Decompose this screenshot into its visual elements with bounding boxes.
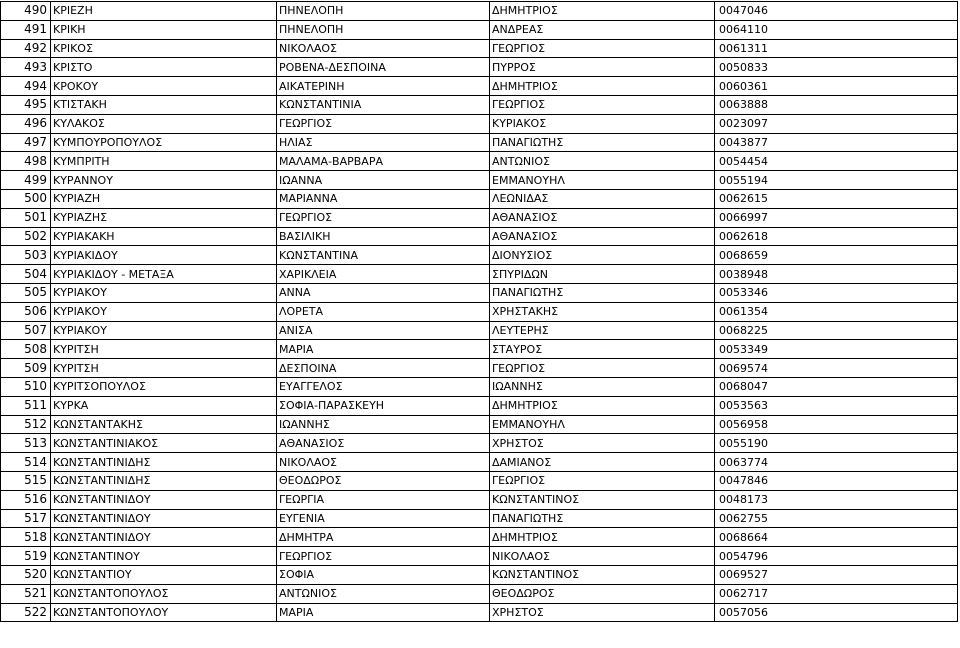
code-cell: 0061311 — [715, 39, 958, 58]
code-cell: 0054454 — [715, 152, 958, 171]
surname-cell: ΚΥΡΙΑΚΟΥ — [51, 302, 277, 321]
table-row — [1, 603, 958, 622]
father-name-cell: ΠΥΡΡΟΣ — [490, 58, 715, 77]
code-cell: 0068664 — [715, 528, 958, 547]
table-row — [1, 509, 958, 528]
table-row — [1, 453, 958, 472]
surname-cell: ΚΩΝΣΤΑΝΤΙΝΟΥ — [51, 547, 277, 566]
father-name-cell: ΕΜΜΑΝΟΥΗΛ — [490, 171, 715, 190]
code-cell: 0055194 — [715, 171, 958, 190]
father-name-cell: ΑΘΑΝΑΣΙΟΣ — [490, 208, 715, 227]
first-name-cell: ΚΩΝΣΤΑΝΤΙΝΑ — [277, 246, 490, 265]
row-number-cell: 507 — [1, 321, 51, 340]
table-row — [1, 114, 958, 133]
code-cell: 0062615 — [715, 189, 958, 208]
surname-cell: ΚΩΝΣΤΑΝΤΙΝΙΑΚΟΣ — [51, 434, 277, 453]
code-cell: 0069527 — [715, 565, 958, 584]
row-number-cell: 494 — [1, 77, 51, 96]
table-row — [1, 490, 958, 509]
father-name-cell: ΓΕΩΡΓΙΟΣ — [490, 95, 715, 114]
row-number-cell: 518 — [1, 528, 51, 547]
row-number-cell: 508 — [1, 340, 51, 359]
father-name-cell: ΘΕΟΔΩΡΟΣ — [490, 584, 715, 603]
surname-cell: ΚΥΜΠΟΥΡΟΠΟΥΛΟΣ — [51, 133, 277, 152]
row-number-cell: 519 — [1, 547, 51, 566]
table-row — [1, 321, 958, 340]
first-name-cell: ΝΙΚΟΛΑΟΣ — [277, 453, 490, 472]
table-row — [1, 565, 958, 584]
table-row — [1, 434, 958, 453]
surname-cell: ΚΩΝΣΤΑΝΤΑΚΗΣ — [51, 415, 277, 434]
code-cell: 0043877 — [715, 133, 958, 152]
row-number-cell: 520 — [1, 565, 51, 584]
table-row — [1, 283, 958, 302]
table-row — [1, 415, 958, 434]
table-row — [1, 584, 958, 603]
code-cell: 0023097 — [715, 114, 958, 133]
first-name-cell: ΙΩΑΝΝΗΣ — [277, 415, 490, 434]
surname-cell: ΚΥΡΙΑΖΗΣ — [51, 208, 277, 227]
row-number-cell: 514 — [1, 453, 51, 472]
table-row — [1, 208, 958, 227]
code-cell: 0055190 — [715, 434, 958, 453]
code-cell: 0063888 — [715, 95, 958, 114]
surname-cell: ΚΥΜΠΡΙΤΗ — [51, 152, 277, 171]
father-name-cell: ΔΗΜΗΤΡΙΟΣ — [490, 77, 715, 96]
code-cell: 0050833 — [715, 58, 958, 77]
row-number-cell: 503 — [1, 246, 51, 265]
father-name-cell: ΧΡΗΣΤΟΣ — [490, 603, 715, 622]
surname-cell: ΚΩΝΣΤΑΝΤΟΠΟΥΛΟΥ — [51, 603, 277, 622]
surname-cell: ΚΥΡΑΝΝΟΥ — [51, 171, 277, 190]
row-number-cell: 501 — [1, 208, 51, 227]
father-name-cell: ΔΗΜΗΤΡΙΟΣ — [490, 528, 715, 547]
row-number-cell: 500 — [1, 189, 51, 208]
father-name-cell: ΑΘΑΝΑΣΙΟΣ — [490, 227, 715, 246]
surname-cell: ΚΥΡΙΤΣΗ — [51, 340, 277, 359]
code-cell: 0064110 — [715, 20, 958, 39]
code-cell: 0062755 — [715, 509, 958, 528]
table-row — [1, 152, 958, 171]
first-name-cell: ΘΕΟΔΩΡΟΣ — [277, 471, 490, 490]
father-name-cell: ΛΕΥΤΕΡΗΣ — [490, 321, 715, 340]
table-row — [1, 265, 958, 284]
table-row — [1, 20, 958, 39]
table-row — [1, 471, 958, 490]
row-number-cell: 511 — [1, 396, 51, 415]
row-number-cell: 505 — [1, 283, 51, 302]
first-name-cell: ΓΕΩΡΓΙΟΣ — [277, 547, 490, 566]
table-row — [1, 340, 958, 359]
code-cell: 0062618 — [715, 227, 958, 246]
code-cell: 0068659 — [715, 246, 958, 265]
row-number-cell: 502 — [1, 227, 51, 246]
table-row — [1, 58, 958, 77]
father-name-cell: ΚΥΡΙΑΚΟΣ — [490, 114, 715, 133]
table-row — [1, 171, 958, 190]
row-number-cell: 522 — [1, 603, 51, 622]
surname-cell: ΚΡΙΕΖΗ — [51, 2, 277, 21]
surname-cell: ΚΩΝΣΤΑΝΤΙΝΙΔΟΥ — [51, 509, 277, 528]
father-name-cell: ΑΝΔΡΕΑΣ — [490, 20, 715, 39]
first-name-cell: ΧΑΡΙΚΛΕΙΑ — [277, 265, 490, 284]
surname-cell: ΚΩΝΣΤΑΝΤΙΟΥ — [51, 565, 277, 584]
row-number-cell: 515 — [1, 471, 51, 490]
row-number-cell: 521 — [1, 584, 51, 603]
code-cell: 0054796 — [715, 547, 958, 566]
table-row — [1, 302, 958, 321]
row-number-cell: 506 — [1, 302, 51, 321]
code-cell: 0053349 — [715, 340, 958, 359]
first-name-cell: ΝΙΚΟΛΑΟΣ — [277, 39, 490, 58]
row-number-cell: 497 — [1, 133, 51, 152]
code-cell: 0056958 — [715, 415, 958, 434]
first-name-cell: ΒΑΣΙΛΙΚΗ — [277, 227, 490, 246]
surname-cell: ΚΥΡΚΑ — [51, 396, 277, 415]
father-name-cell: ΚΩΝΣΤΑΝΤΙΝΟΣ — [490, 490, 715, 509]
surname-cell: ΚΥΡΙΑΚΙΔΟΥ - ΜΕΤΑΞΑ — [51, 265, 277, 284]
first-name-cell: ΣΟΦΙΑ — [277, 565, 490, 584]
first-name-cell: ΜΑΡΙΑ — [277, 340, 490, 359]
first-name-cell: ΚΩΝΣΤΑΝΤΙΝΙΑ — [277, 95, 490, 114]
table-row — [1, 77, 958, 96]
row-number-cell: 498 — [1, 152, 51, 171]
first-name-cell: ΗΛΙΑΣ — [277, 133, 490, 152]
row-number-cell: 491 — [1, 20, 51, 39]
surname-cell: ΚΥΡΙΑΚΟΥ — [51, 283, 277, 302]
father-name-cell: ΧΡΗΣΤΟΣ — [490, 434, 715, 453]
father-name-cell: ΙΩΑΝΝΗΣ — [490, 377, 715, 396]
surname-cell: ΚΤΙΣΤΑΚΗ — [51, 95, 277, 114]
first-name-cell: ΜΑΡΙΑ — [277, 603, 490, 622]
father-name-cell: ΕΜΜΑΝΟΥΗΛ — [490, 415, 715, 434]
father-name-cell: ΔΙΟΝΥΣΙΟΣ — [490, 246, 715, 265]
row-number-cell: 496 — [1, 114, 51, 133]
surname-cell: ΚΡΙΚΗ — [51, 20, 277, 39]
table-row — [1, 246, 958, 265]
first-name-cell: ΓΕΩΡΓΙΟΣ — [277, 114, 490, 133]
code-cell: 0053563 — [715, 396, 958, 415]
code-cell: 0053346 — [715, 283, 958, 302]
code-cell: 0068047 — [715, 377, 958, 396]
first-name-cell: ΓΕΩΡΓΙΑ — [277, 490, 490, 509]
code-cell: 0038948 — [715, 265, 958, 284]
roster-table — [0, 1, 958, 622]
surname-cell: ΚΩΝΣΤΑΝΤΙΝΙΔΟΥ — [51, 490, 277, 509]
row-number-cell: 510 — [1, 377, 51, 396]
code-cell: 0062717 — [715, 584, 958, 603]
father-name-cell: ΧΡΗΣΤΑΚΗΣ — [490, 302, 715, 321]
code-cell: 0047846 — [715, 471, 958, 490]
first-name-cell: ΑΙΚΑΤΕΡΙΝΗ — [277, 77, 490, 96]
surname-cell: ΚΥΡΙΑΚΙΔΟΥ — [51, 246, 277, 265]
first-name-cell: ΜΑΛΑΜΑ-ΒΑΡΒΑΡΑ — [277, 152, 490, 171]
surname-cell: ΚΥΡΙΤΣΗ — [51, 359, 277, 378]
code-cell: 0057056 — [715, 603, 958, 622]
father-name-cell: ΓΕΩΡΓΙΟΣ — [490, 359, 715, 378]
first-name-cell: ΕΥΓΕΝΙΑ — [277, 509, 490, 528]
row-number-cell: 517 — [1, 509, 51, 528]
surname-cell: ΚΡΟΚΟΥ — [51, 77, 277, 96]
surname-cell: ΚΥΡΙΑΖΗ — [51, 189, 277, 208]
first-name-cell: ΛΟΡΕΤΑ — [277, 302, 490, 321]
table-row — [1, 359, 958, 378]
father-name-cell: ΠΑΝΑΓΙΩΤΗΣ — [490, 509, 715, 528]
table-row — [1, 396, 958, 415]
father-name-cell: ΣΤΑΥΡΟΣ — [490, 340, 715, 359]
father-name-cell: ΛΕΩΝΙΔΑΣ — [490, 189, 715, 208]
first-name-cell: ΓΕΩΡΓΙΟΣ — [277, 208, 490, 227]
row-number-cell: 513 — [1, 434, 51, 453]
code-cell: 0060361 — [715, 77, 958, 96]
code-cell: 0047046 — [715, 2, 958, 21]
first-name-cell: ΑΝΙΣΑ — [277, 321, 490, 340]
surname-cell: ΚΩΝΣΤΑΝΤΟΠΟΥΛΟΣ — [51, 584, 277, 603]
code-cell: 0069574 — [715, 359, 958, 378]
surname-cell: ΚΩΝΣΤΑΝΤΙΝΙΔΗΣ — [51, 453, 277, 472]
surname-cell: ΚΩΝΣΤΑΝΤΙΝΙΔΟΥ — [51, 528, 277, 547]
surname-cell: ΚΥΡΙΑΚΟΥ — [51, 321, 277, 340]
table-row — [1, 95, 958, 114]
table-row — [1, 189, 958, 208]
row-number-cell: 512 — [1, 415, 51, 434]
row-number-cell: 504 — [1, 265, 51, 284]
code-cell: 0061354 — [715, 302, 958, 321]
row-number-cell: 493 — [1, 58, 51, 77]
row-number-cell: 495 — [1, 95, 51, 114]
first-name-cell: ΜΑΡΙΑΝΝΑ — [277, 189, 490, 208]
row-number-cell: 509 — [1, 359, 51, 378]
father-name-cell: ΠΑΝΑΓΙΩΤΗΣ — [490, 283, 715, 302]
first-name-cell: ΠΗΝΕΛΟΠΗ — [277, 2, 490, 21]
first-name-cell: ΑΝΝΑ — [277, 283, 490, 302]
first-name-cell: ΑΘΑΝΑΣΙΟΣ — [277, 434, 490, 453]
father-name-cell: ΔΗΜΗΤΡΙΟΣ — [490, 2, 715, 21]
father-name-cell: ΓΕΩΡΓΙΟΣ — [490, 39, 715, 58]
first-name-cell: ΡΟΒΕΝΑ-ΔΕΣΠΟΙΝΑ — [277, 58, 490, 77]
table-row — [1, 227, 958, 246]
surname-cell: ΚΥΡΙΑΚΑΚΗ — [51, 227, 277, 246]
row-number-cell: 516 — [1, 490, 51, 509]
father-name-cell: ΑΝΤΩΝΙΟΣ — [490, 152, 715, 171]
father-name-cell: ΔΑΜΙΑΝΟΣ — [490, 453, 715, 472]
surname-cell: ΚΩΝΣΤΑΝΤΙΝΙΔΗΣ — [51, 471, 277, 490]
code-cell: 0068225 — [715, 321, 958, 340]
roster-body — [1, 2, 958, 622]
code-cell: 0063774 — [715, 453, 958, 472]
first-name-cell: ΔΕΣΠΟΙΝΑ — [277, 359, 490, 378]
father-name-cell: ΔΗΜΗΤΡΙΟΣ — [490, 396, 715, 415]
father-name-cell: ΝΙΚΟΛΑΟΣ — [490, 547, 715, 566]
row-number-cell: 490 — [1, 2, 51, 21]
father-name-cell: ΣΠΥΡΙΔΩΝ — [490, 265, 715, 284]
table-row — [1, 547, 958, 566]
row-number-cell: 492 — [1, 39, 51, 58]
code-cell: 0066997 — [715, 208, 958, 227]
father-name-cell: ΚΩΝΣΤΑΝΤΙΝΟΣ — [490, 565, 715, 584]
first-name-cell: ΠΗΝΕΛΟΠΗ — [277, 20, 490, 39]
father-name-cell: ΠΑΝΑΓΙΩΤΗΣ — [490, 133, 715, 152]
surname-cell: ΚΥΡΙΤΣΟΠΟΥΛΟΣ — [51, 377, 277, 396]
row-number-cell: 499 — [1, 171, 51, 190]
first-name-cell: ΑΝΤΩΝΙΟΣ — [277, 584, 490, 603]
first-name-cell: ΕΥΑΓΓΕΛΟΣ — [277, 377, 490, 396]
table-row — [1, 133, 958, 152]
table-row — [1, 377, 958, 396]
table-row — [1, 39, 958, 58]
surname-cell: ΚΡΙΣΤΟ — [51, 58, 277, 77]
code-cell: 0048173 — [715, 490, 958, 509]
table-row — [1, 2, 958, 21]
first-name-cell: ΣΟΦΙΑ-ΠΑΡΑΣΚΕΥΗ — [277, 396, 490, 415]
father-name-cell: ΓΕΩΡΓΙΟΣ — [490, 471, 715, 490]
first-name-cell: ΔΗΜΗΤΡΑ — [277, 528, 490, 547]
surname-cell: ΚΥΛΑΚΟΣ — [51, 114, 277, 133]
table-row — [1, 528, 958, 547]
first-name-cell: ΙΩΑΝΝΑ — [277, 171, 490, 190]
surname-cell: ΚΡΙΚΟΣ — [51, 39, 277, 58]
